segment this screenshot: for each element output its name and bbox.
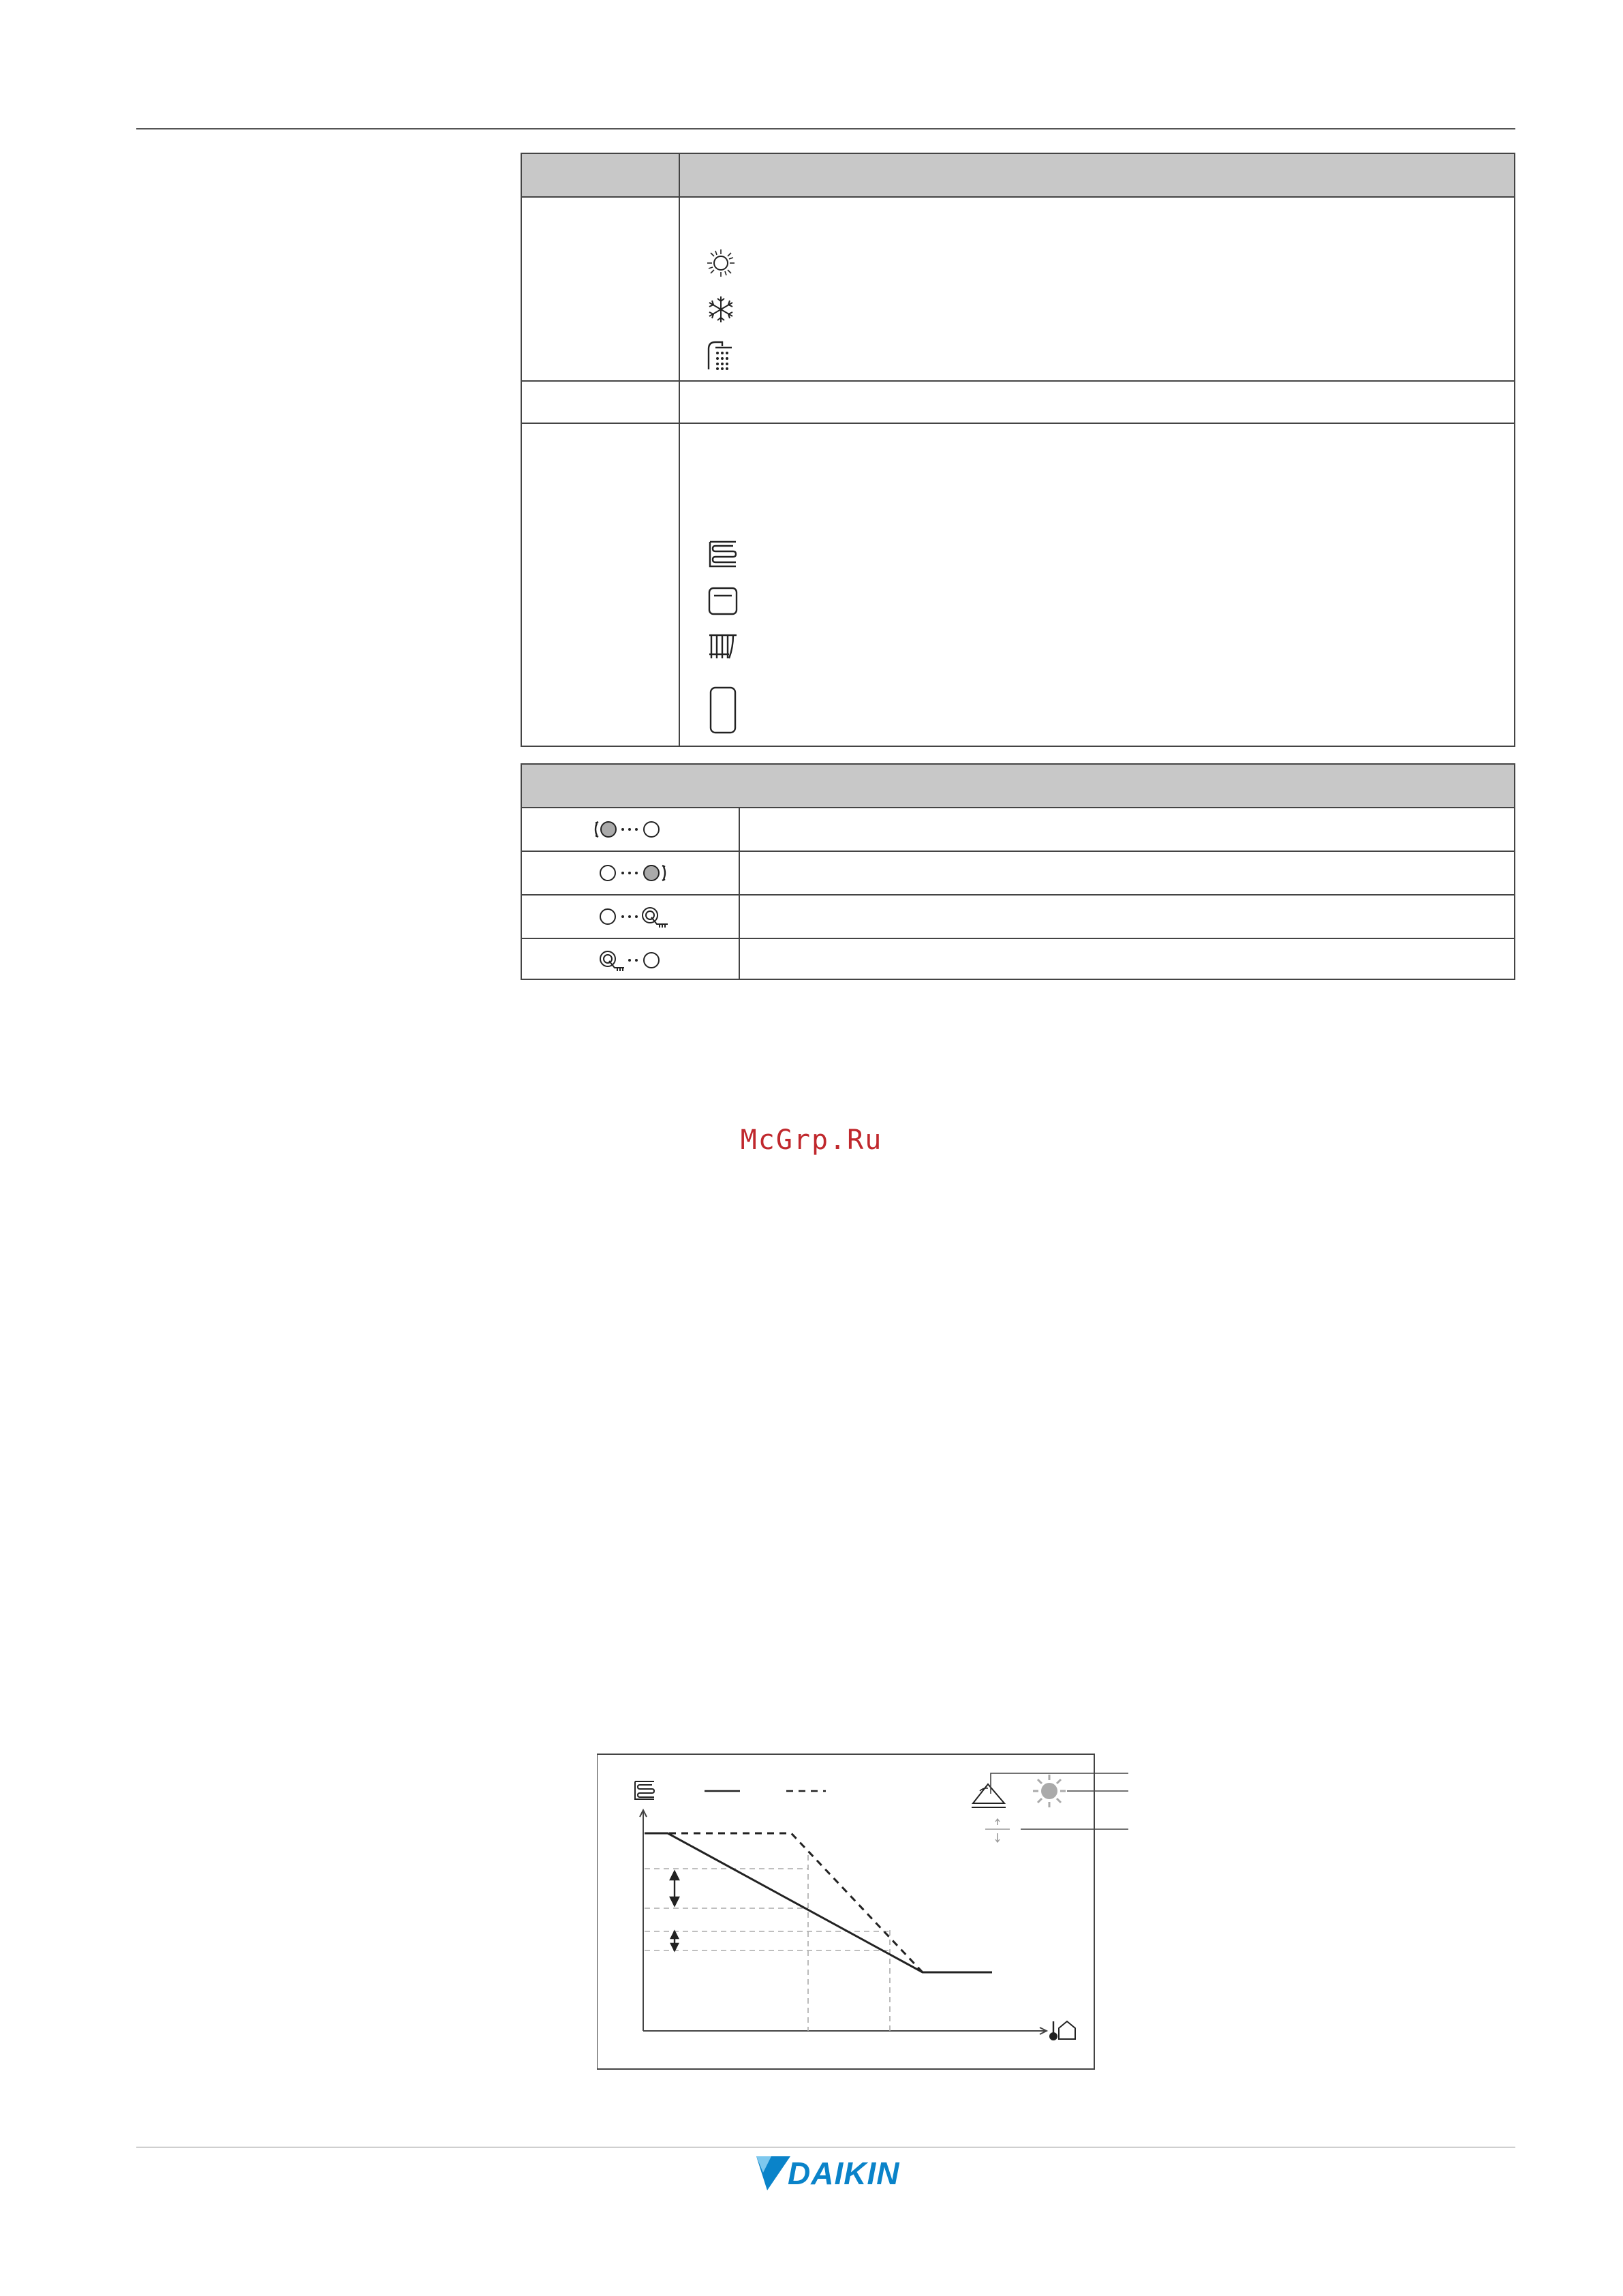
main-zone-active-icon xyxy=(593,818,669,841)
heat-pump-convector-icon xyxy=(707,586,739,616)
additional-zone-touch-icon xyxy=(593,905,669,930)
chart-svg xyxy=(597,1753,1128,2077)
tank-icon xyxy=(707,686,739,735)
underfloor-heating-icon xyxy=(707,540,739,568)
sun-icon xyxy=(1033,1775,1066,1807)
zone-indicator-table xyxy=(521,763,1515,980)
additional-zone-active-icon xyxy=(593,861,669,885)
underfloor-heating-icon xyxy=(635,1781,654,1799)
offset-icon xyxy=(985,1819,1010,1842)
sun-icon xyxy=(706,248,736,278)
main-zone-touch-icon xyxy=(593,949,669,973)
table-header-row xyxy=(522,154,1514,196)
snowflake-icon xyxy=(706,294,736,324)
radiator-icon xyxy=(707,631,739,661)
daikin-logo xyxy=(754,2155,917,2192)
slope-icon xyxy=(972,1784,1006,1807)
watermark: McGrp.Ru xyxy=(740,1124,883,1156)
offset-arrows xyxy=(670,1871,679,1950)
curve-solid xyxy=(645,1833,992,1972)
guide-lines xyxy=(645,1855,890,2031)
shower-icon xyxy=(706,339,736,371)
weather-dependent-curve-chart xyxy=(597,1753,1128,2077)
header-rule xyxy=(136,128,1515,129)
curve-dashed xyxy=(645,1833,923,1972)
logo-text: DAIKIN xyxy=(788,2156,900,2191)
zone-table-header xyxy=(522,765,1514,807)
mode-emitter-table xyxy=(521,153,1515,747)
chart-frame xyxy=(597,1754,1094,2069)
outdoor-temperature-icon xyxy=(1049,2021,1075,2040)
daikin-logo-mark xyxy=(754,2155,792,2192)
